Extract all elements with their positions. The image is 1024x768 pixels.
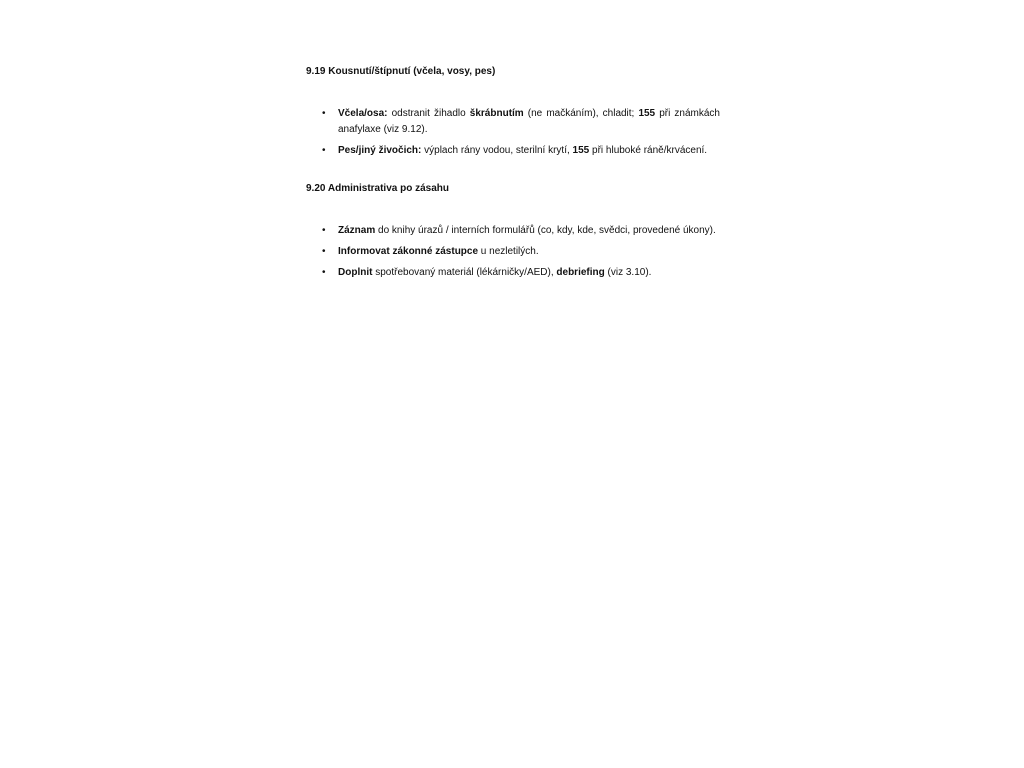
document-content [306,64,720,286]
item-bold-text: Informovat zákonné zástupce [338,246,479,257]
section-heading: 9.19 Kousnutí/štípnutí (včela, vosy, pes) [306,66,496,77]
bullet-list [306,223,720,281]
bullet-icon: • [322,145,326,156]
item-bold-text: škrábnutím [469,108,524,119]
item-bold-text: debriefing [556,267,605,278]
bullet-icon: • [322,246,326,257]
bullet-icon: • [322,267,326,278]
section-bites-stings [306,64,720,159]
item-bold-text: Pes/jiný živočich: [338,145,422,156]
item-text: (viz 3.10). [604,267,652,278]
list-item [306,143,720,159]
list-item [306,223,720,239]
item-bold-text: Včela/osa: [338,108,388,119]
item-bold-text: 155 [638,108,656,119]
item-text: výplach rány vodou, sterilní krytí, [421,145,573,156]
item-text: odstranit žihadlo [387,108,470,119]
list-item [306,265,720,281]
item-text: při hluboké ráně/krvácení. [589,145,708,156]
item-text: spotřebovaný materiál (lékárničky/AED), [372,267,557,278]
list-item [306,106,720,138]
item-text: při známkách anafylaxe (viz 9.12). [338,108,720,135]
list-item [306,244,720,260]
item-text: (ne mačkáním), chladit; [523,108,639,119]
bullet-icon: • [322,225,326,236]
bullet-icon: • [322,108,326,119]
section-heading: 9.20 Administrativa po zásahu [306,183,450,194]
item-text: do knihy úrazů / interních formulářů (co, kdy, kde, svědci, provedené úkony). [375,225,716,236]
item-bold-text: Doplnit [338,267,373,278]
item-text: u nezletilých. [478,246,539,257]
bullet-list [306,106,720,159]
item-bold-text: 155 [572,145,590,156]
section-administration [306,181,720,281]
item-bold-text: Záznam [338,225,376,236]
